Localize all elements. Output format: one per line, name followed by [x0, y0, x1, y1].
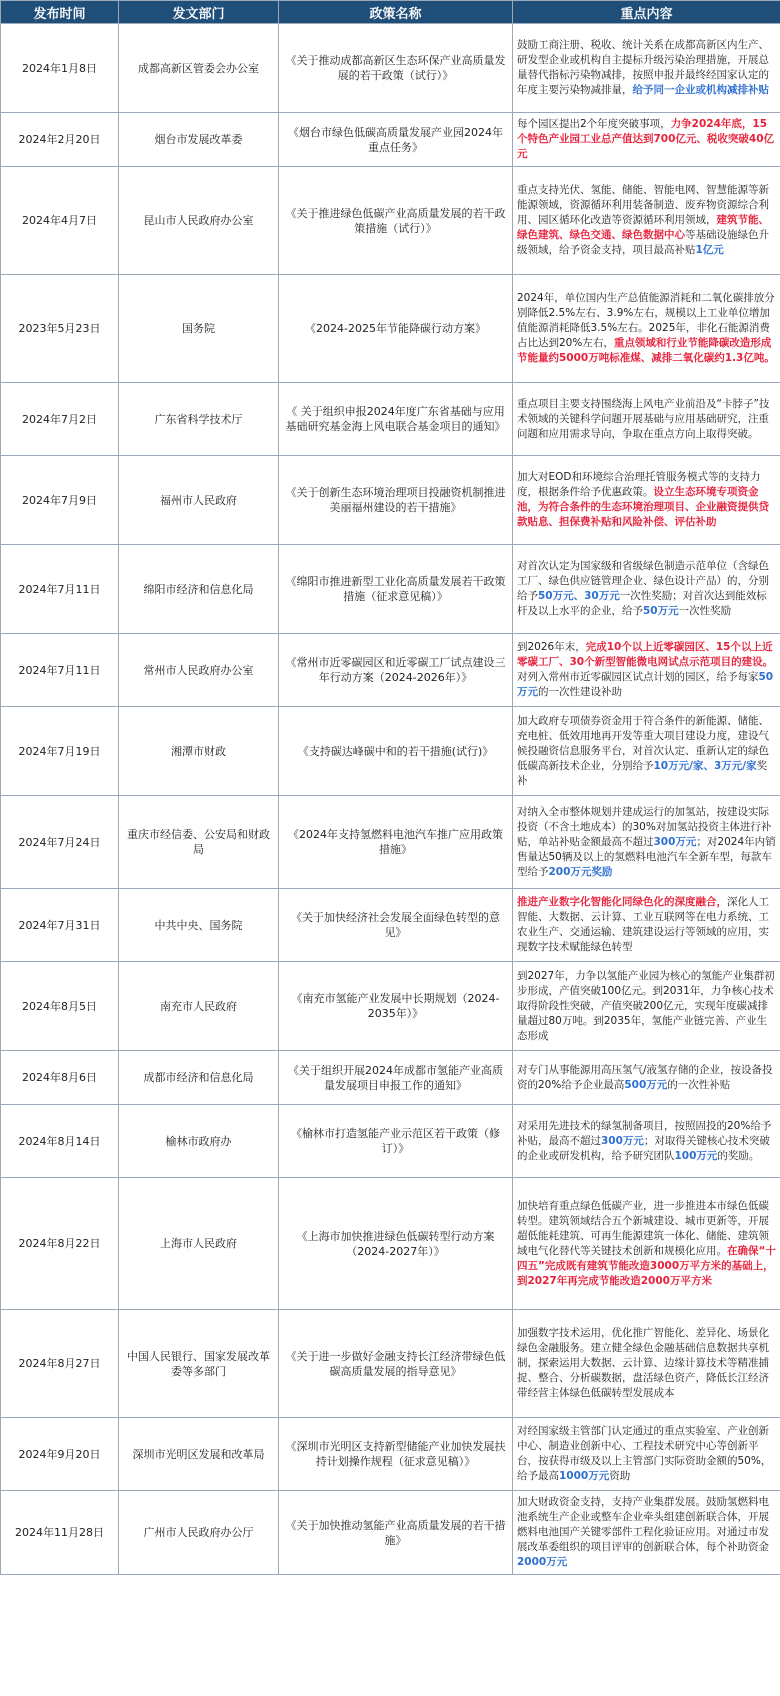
policy-name-cell: 《榆林市打造氢能产业示范区若干政策（修订）》 [279, 1105, 513, 1178]
table-row [1, 796, 780, 889]
key-content-cell [513, 707, 780, 796]
policy-name-cell: 《关于进一步做好金融支持长江经济带绿色低碳高质量发展的指导意见》 [279, 1310, 513, 1418]
department-cell: 湘潭市财政 [119, 707, 279, 796]
content-text: 对列入常州市近零碳园区试点计划的园区，给予每家 [517, 671, 759, 683]
header-dept: 发文部门 [119, 1, 279, 24]
table-row [1, 24, 780, 113]
key-content-cell [513, 1105, 780, 1178]
department-cell: 广东省科学技术厅 [119, 383, 279, 456]
publish-date-cell: 2024年7月2日 [1, 383, 119, 456]
publish-date-cell: 2024年4月7日 [1, 167, 119, 275]
table-header [1, 1, 780, 24]
key-content-cell [513, 889, 780, 962]
key-content-cell [513, 545, 780, 634]
publish-date-cell: 2024年7月11日 [1, 634, 119, 707]
highlight-blue-text: 50万元 [643, 605, 679, 617]
department-cell: 成都市经济和信息化局 [119, 1051, 279, 1105]
content-text: 一次性奖励 [678, 605, 732, 617]
department-cell: 常州市人民政府办公室 [119, 634, 279, 707]
key-content-cell [513, 1491, 780, 1575]
publish-date-cell: 2023年5月23日 [1, 275, 119, 383]
table-row [1, 1310, 780, 1418]
table-row [1, 113, 780, 167]
policy-name-cell: 《支持碳达峰碳中和的若干措施(试行)》 [279, 707, 513, 796]
department-cell: 中国人民银行、国家发展改革委等多部门 [119, 1310, 279, 1418]
policy-name-cell: 《上海市加快推进绿色低碳转型行动方案（2024-2027年）》 [279, 1178, 513, 1310]
department-cell: 上海市人民政府 [119, 1178, 279, 1310]
content-text: 加快培育重点绿色低碳产业，进一步推进本市绿色低碳转型。建筑领域结合五个新城建设、城市更新等，开展超低能耗建筑、可再生能源建筑一体化、储能、建筑领域电气化替代等关键技术创新和规模化应用。 [517, 1199, 769, 1257]
highlight-blue-text: 1亿元 [695, 244, 724, 256]
department-cell: 中共中央、国务院 [119, 889, 279, 962]
content-text: 等基础设施绿色升级领域，给予资金支持，项目最高补贴 [517, 229, 769, 256]
content-text: 对首次认定为国家级和省级绿色制造示范单位（含绿色工厂、绿色供应链管理企业、绿色设计产品）的，分别给予 [517, 560, 769, 602]
table-row [1, 1105, 780, 1178]
highlight-blue-text: 2000万元 [517, 1556, 568, 1568]
content-text: 重点项目主要支持围绕海上风电产业前沿及“卡脖子”技术领域的关键科学问题开展基础与应用基础研究，注重问题和应用需求导向，争取在重点方向上取得突破。 [517, 397, 770, 440]
content-text: 资助 [609, 1470, 631, 1482]
highlight-red-text: 推进产业数字化智能化同绿色化的深度融合， [517, 896, 727, 908]
key-content-cell [513, 113, 780, 167]
policy-name-cell: 《关于创新生态环境治理项目投融资机制推进美丽福州建设的若干措施》 [279, 456, 513, 545]
table-row [1, 275, 780, 383]
policy-name-cell: 《关于推动成都高新区生态环保产业高质量发展的若干政策（试行）》 [279, 24, 513, 113]
key-content-cell [513, 1051, 780, 1105]
content-text: 一次性奖励；对首次达到能效标杆及以上水平的企业，给予 [517, 590, 767, 617]
policy-name-cell: 《常州市近零碳园区和近零碳工厂试点建设三年行动方案（2024-2026年）》 [279, 634, 513, 707]
publish-date-cell: 2024年8月14日 [1, 1105, 119, 1178]
highlight-blue-text: 50万元、30万元 [538, 590, 620, 602]
header-row [1, 1, 780, 24]
key-content-cell [513, 796, 780, 889]
table-row [1, 167, 780, 275]
department-cell: 绵阳市经济和信息化局 [119, 545, 279, 634]
policy-name-cell: 《2024年支持氢燃料电池汽车推广应用政策措施》 [279, 796, 513, 889]
content-text: 的奖励。 [717, 1149, 760, 1162]
publish-date-cell: 2024年7月31日 [1, 889, 119, 962]
content-text: 深化人工智能、大数据、云计算、工业互联网等在电力系统、工农业生产、交通运输、建筑建设运行等领域的应用，实现数字技术赋能绿色转型 [517, 896, 769, 953]
department-cell: 深圳市光明区发展和改革局 [119, 1418, 279, 1491]
key-content-cell [513, 962, 780, 1051]
highlight-red-text: 设立生态环境专项资金池，为符合条件的生态环境治理项目、企业融资提供贷款贴息、担保费补贴和风险补偿、评估补助 [517, 486, 769, 528]
content-text: 的一次性补贴 [667, 1078, 731, 1091]
highlight-red-text: 力争2024年底，15个特色产业园工业总产值达到700亿元、税收突破40亿元 [517, 118, 775, 160]
policy-name-cell: 《2024-2025年节能降碳行动方案》 [279, 275, 513, 383]
publish-date-cell: 2024年7月19日 [1, 707, 119, 796]
publish-date-cell: 2024年11月28日 [1, 1491, 119, 1575]
policy-name-cell: 《关于推进绿色低碳产业高质量发展的若干政策措施（试行）》 [279, 167, 513, 275]
publish-date-cell: 2024年7月24日 [1, 796, 119, 889]
content-text: 重点支持光伏、氢能、储能、智能电网、智慧能源等新能源领域，资源循环利用装备制造、废弃物资源综合利用、园区循环化改造等资源循环利用领域， [517, 184, 769, 226]
publish-date-cell: 2024年8月22日 [1, 1178, 119, 1310]
table-row [1, 545, 780, 634]
content-text: 加大财政资金支持，支持产业集群发展。鼓励氢燃料电池系统生产企业或整车企业牵头组建创新联合体，开展燃料电池国产关键零部件工程化验证应用。对通过市发展改革委组织的项目评审的创新联合体，每个补助资金 [517, 1496, 769, 1553]
content-text: 对经国家级主管部门认定通过的重点实验室、产业创新中心、制造业创新中心、工程技术研究中心等创新平台，按获得市级及以上主管部门实际资助金额的50%，给予最高 [517, 1425, 772, 1482]
key-content-cell [513, 383, 780, 456]
department-cell: 重庆市经信委、公安局和财政局 [119, 796, 279, 889]
table-body [1, 24, 780, 1575]
key-content-cell [513, 275, 780, 383]
publish-date-cell: 2024年2月20日 [1, 113, 119, 167]
policy-name-cell: 《 关于组织申报2024年度广东省基础与应用基础研究基金海上风电联合基金项目的通知》 [279, 383, 513, 456]
key-content-cell [513, 456, 780, 545]
header-content: 重点内容 [513, 1, 780, 24]
key-content-cell [513, 634, 780, 707]
publish-date-cell: 2024年8月6日 [1, 1051, 119, 1105]
table-row [1, 1051, 780, 1105]
content-text: 加大对EOD和环境综合治理托管服务模式等的支持力度，根据条件给予优惠政策。 [517, 471, 761, 498]
header-name: 政策名称 [279, 1, 513, 24]
table-row [1, 634, 780, 707]
policy-name-cell: 《绵阳市推进新型工业化高质量发展若干政策措施（征求意见稿）》 [279, 545, 513, 634]
table-row [1, 962, 780, 1051]
policy-name-cell: 《南充市氢能产业发展中长期规划（2024-2035年）》 [279, 962, 513, 1051]
content-text: 加强数字技术运用，优化推广智能化、差异化、场景化绿色金融服务。建立健全绿色金融基础信息数据共享机制，探索运用大数据、云计算、边缘计算技术等精准捕捉、整合、分析碳数据，盘活绿色资产，降低长江经济带经营主体绿色低碳转型发展成本 [517, 1327, 769, 1399]
publish-date-cell: 2024年8月5日 [1, 962, 119, 1051]
highlight-blue-text: 300万元 [653, 835, 697, 848]
highlight-blue-text: 给予同一企业或机构减排补贴 [632, 84, 769, 96]
table-row [1, 383, 780, 456]
content-text: 的一次性建设补助 [538, 686, 622, 698]
publish-date-cell: 2024年7月9日 [1, 456, 119, 545]
publish-date-cell: 2024年9月20日 [1, 1418, 119, 1491]
publish-date-cell: 2024年8月27日 [1, 1310, 119, 1418]
policy-name-cell: 《关于加快推动氢能产业高质量发展的若干措施》 [279, 1491, 513, 1575]
table-row [1, 707, 780, 796]
highlight-red-text: 建筑节能、绿色建筑、绿色交通、绿色数据中心 [517, 214, 769, 241]
publish-date-cell: 2024年7月11日 [1, 545, 119, 634]
highlight-blue-text: 100万元 [674, 1149, 718, 1162]
content-text: ；对取得关键核心技术突破的企业或研发机构，给予研究团队 [517, 1134, 770, 1162]
policy-name-cell: 《关于加快经济社会发展全面绿色转型的意见》 [279, 889, 513, 962]
content-text: 对纳入全市整体规划并建成运行的加氢站，按建设实际投资（不含土地成本）的30%对加氢站投资主体进行补贴，单站补贴金额最高不超过 [517, 805, 772, 848]
content-text: 奖补 [517, 759, 768, 787]
header-date: 发布时间 [1, 1, 119, 24]
policy-name-cell: 《烟台市绿色低碳高质量发展产业园2024年重点任务》 [279, 113, 513, 167]
department-cell: 榆林市政府办 [119, 1105, 279, 1178]
highlight-red-text: 完成10个以上近零碳园区、15个以上近零碳工厂、30个新型智能微电网试点示范项目的建设。 [517, 641, 774, 668]
content-text: 到2027年，力争以氢能产业园为核心的氢能产业集群初步形成，产值突破100亿元。到2031年，力争核心技术取得阶段性突破，产值突破200亿元，实现年度碳减排量超过80万吨。到2035年，氢能产业链完善、产业生态形成 [517, 969, 775, 1042]
table-row [1, 1491, 780, 1575]
department-cell: 成都高新区管委会办公室 [119, 24, 279, 113]
highlight-blue-text: 300万元 [601, 1134, 644, 1147]
content-text: 对采用先进技术的绿氢制备项目，按照固投的20%给予补贴，最高不超过 [517, 1119, 772, 1147]
highlight-blue-text: 1000万元 [559, 1470, 610, 1482]
key-content-cell [513, 1178, 780, 1310]
content-text: 鼓励工商注册、税收、统计关系在成都高新区内生产、研发型企业或机构自主提标升级污染治理措施，开展总量替代指标污染物减排，按照申报并最终经国家认定的年度主要污染物减排量， [517, 39, 769, 96]
content-text: 每个园区提出2个年度突破事项， [517, 118, 671, 130]
highlight-red-text: 在确保“十四五”完成既有建筑节能改造3000万平方米的基础上，到2027年再完成节能改造2000万平方米 [517, 1244, 776, 1287]
table-row [1, 1178, 780, 1310]
key-content-cell [513, 1310, 780, 1418]
highlight-red-text: 重点领域和行业节能降碳改造形成节能量约5000万吨标准煤、减排二氧化碳约1.3亿吨。 [517, 337, 775, 364]
department-cell: 南充市人民政府 [119, 962, 279, 1051]
publish-date-cell: 2024年1月8日 [1, 24, 119, 113]
department-cell: 昆山市人民政府办公室 [119, 167, 279, 275]
highlight-blue-text: 200万元奖励 [548, 865, 613, 878]
table-row [1, 456, 780, 545]
key-content-cell [513, 24, 780, 113]
content-text: 对专门从事能源用高压氢气/液氢存储的企业，按设备投资的20%给予企业最高 [517, 1063, 773, 1091]
highlight-blue-text: 10万元/家、3万元/家 [653, 759, 757, 772]
table-row [1, 1418, 780, 1491]
content-text: 到2026年末， [517, 641, 586, 653]
content-text: ；对2024年内销售量达50辆及以上的氢燃料电池汽车全新车型，每款车型给予 [517, 835, 776, 878]
highlight-blue-text: 500万元 [624, 1078, 668, 1091]
key-content-cell [513, 1418, 780, 1491]
department-cell: 广州市人民政府办公厅 [119, 1491, 279, 1575]
highlight-blue-text: 50万元 [517, 671, 774, 698]
table-row [1, 889, 780, 962]
policy-name-cell: 《深圳市光明区支持新型储能产业加快发展扶持计划操作规程（征求意见稿）》 [279, 1418, 513, 1491]
key-content-cell [513, 167, 780, 275]
department-cell: 国务院 [119, 275, 279, 383]
policy-name-cell: 《关于组织开展2024年成都市氢能产业高质量发展项目申报工作的通知》 [279, 1051, 513, 1105]
department-cell: 烟台市发展改革委 [119, 113, 279, 167]
content-text: 加大政府专项债券资金用于符合条件的新能源、储能、充电桩、低效用地再开发等重大项目建设力度，建设气候投融资信息服务平台，对首次认定、重新认定的绿色低碳高新技术企业，分别给予 [517, 714, 769, 772]
content-text: 2024年，单位国内生产总值能源消耗和二氧化碳排放分别降低2.5%左右、3.9%左右，规模以上工业单位增加值能源消耗降低3.5%左右。2025年，非化石能源消费占比达到20%左右， [517, 292, 775, 349]
department-cell: 福州市人民政府 [119, 456, 279, 545]
